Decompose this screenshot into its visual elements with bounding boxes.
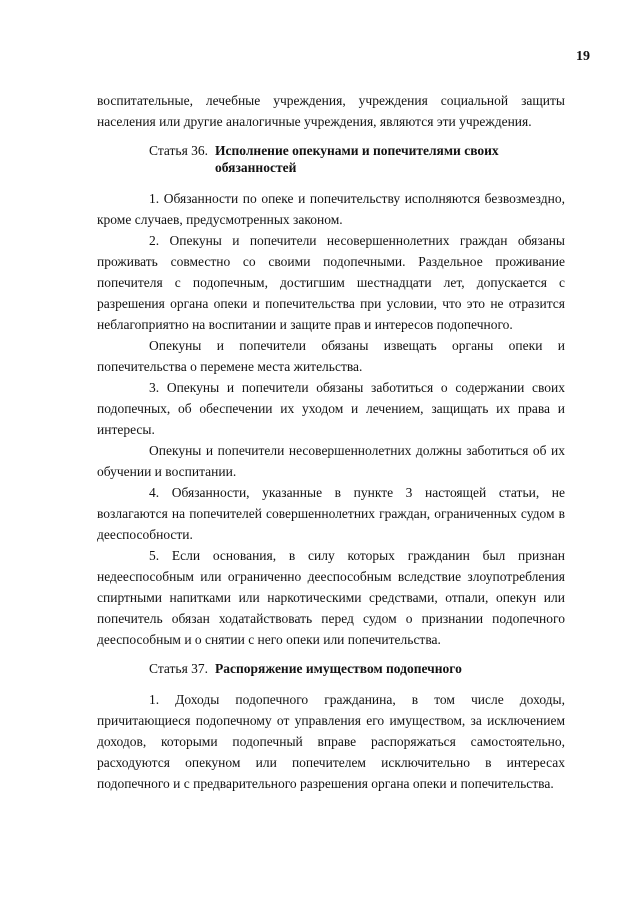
article-37-title: Распоряжение имуществом подопечного [215, 661, 462, 676]
article-36-paragraph-2: 2. Опекуны и попечители несовершеннолетних граждан обязаны проживать совместно со своими подопечными. Раздельное проживание попечителя с подопечным, достигшим шестнадцати лет, допускается с разрешения органа опеки и попечительства при условии, что это не отразится неблагоприятно на воспитании и защите прав и интересов подопечного. [97, 233, 565, 332]
article-36-paragraph-4: 3. Опекуны и попечители обязаны заботиться о содержании своих подопечных, об обеспечении их уходом и лечением, защищать их права и интересы. [97, 380, 565, 437]
page-number: 19 [576, 49, 590, 64]
article-36-paragraph-3: Опекуны и попечители обязаны извещать органы опеки и попечительства о перемене места жительства. [97, 338, 565, 374]
article-36-label: Статья 36. [149, 143, 209, 158]
article-36-title: Исполнение опекунами и попечителями своих обязанностей [215, 143, 499, 175]
article-36-paragraph-6: 4. Обязанности, указанные в пункте 3 настоящей статьи, не возлагаются на попечителей совершеннолетних граждан, ограниченных судом в дееспособности. [97, 485, 565, 542]
article-36-paragraph-1: 1. Обязанности по опеке и попечительству исполняются безвозмездно, кроме случаев, предусмотренных законом. [97, 191, 565, 227]
article-37-paragraph-1: 1. Доходы подопечного гражданина, в том числе доходы, причитающиеся подопечному от управления его имуществом, за исключением доходов, которыми подопечный вправе распоряжаться самостоятельно, расходуются опекуном или попечителем исключительно в интересах подопечного и с предварительного разрешения органа опеки и попечительства. [97, 692, 565, 791]
article-36-paragraph-5: Опекуны и попечители несовершеннолетних должны заботиться об их обучении и воспитании. [97, 443, 565, 479]
paragraph-continued: воспитательные, лечебные учреждения, учреждения социальной защиты населения или другие аналогичные учреждения, являются эти учреждения. [97, 93, 565, 129]
article-37-label: Статья 37. [149, 661, 209, 676]
document-body [97, 90, 565, 794]
article-36-paragraph-7: 5. Если основания, в силу которых гражданин был признан недееспособным или ограниченно дееспособным вследствие злоупотребления спиртными напитками или наркотическими средствами, отпали, опекун или попечитель обязан ходатайствовать перед судом о признании подопечного дееспособным и о снятии с него опеки или попечительства. [97, 548, 565, 647]
article-37-heading [97, 660, 565, 677]
article-36-heading [97, 142, 565, 176]
